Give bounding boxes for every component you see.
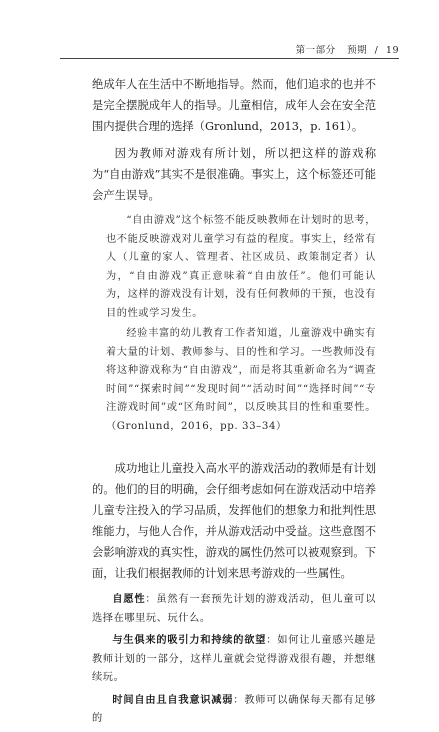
header-rule: [60, 58, 399, 59]
attribute-term: 与生俱来的吸引力和持续的欲望: [112, 634, 267, 646]
quote-paragraph: 经验丰富的幼儿教育工作者知道，儿童游戏中确实有着大量的计划、教师参与、目的性和学习。一些教师没有将这种游戏称为“自由游戏”，而是将其重新命名为“调查时间”“探索时间”“发现时间”“活动时间”“选择时间”“专注游戏时间”或“区角时间”，以反映其目的性和重要性。（Gronlund，2016，pp. 33–34）: [106, 328, 376, 432]
quote-paragraph: “自由游戏”这个标签不能反映教师在计划时的思考，也不能反映游戏对儿童学习有益的程度。事实上，经常有人（儿童的家人、管理者、社区成员、政策制定者）认为，“自由游戏”真正意味着“自由放任”。他们可能认为，这样的游戏没有计划，没有任何教师的干预，也没有目的性或学习发生。: [106, 215, 376, 319]
attribute-item: [92, 631, 376, 688]
attribute-term: 自愿性: [112, 593, 146, 605]
page-number: 19: [385, 45, 399, 56]
attribute-term: 时间自由且自我意识减弱: [112, 693, 234, 706]
paragraph: 因为教师对游戏有所计划，所以把这样的游戏称为“自由游戏”其实不是很准确。事实上，这个标签还可能会产生误导。: [92, 147, 376, 202]
attribute-text: ：教师可以确保每天都有足够的: [92, 694, 376, 724]
page-body: [92, 74, 376, 732]
running-header: [296, 42, 399, 56]
attribute-list: [92, 590, 376, 729]
attribute-text: ：虽然有一套预先计划的游戏活动，但儿童可以选择在哪里玩、玩什么。: [92, 594, 376, 624]
header-section: 预期: [347, 45, 368, 56]
paragraph-continued: 绝成年人在生活中不断地指导。然而，他们追求的也并不是完全摆脱成年人的指导。儿童相信，成年人会在安全范围内提供合理的选择（Gronlund，2013，p. 161）。: [92, 78, 376, 133]
attribute-item: [92, 691, 376, 729]
header-part: 第一部分: [295, 45, 336, 56]
paragraph: 成功地让儿童投入高水平的游戏活动的教师是有计划的。他们的目的明确，会仔细考虑如何在游戏活动中培养儿童专注投入的学习品质，发挥他们的想象力和批判性思维能力，与他人合作，并从游戏活动中受益。这些意图不会影响游戏的真实性，游戏的属性仍然可以被观察到。下面，让我们根据教师的计划来思考游戏的一些属性。: [92, 462, 376, 580]
spacer: [92, 442, 376, 458]
header-separator: /: [374, 45, 379, 56]
block-quote: [106, 212, 376, 436]
attribute-item: [92, 590, 376, 628]
attribute-text: ：如何让儿童感兴趣是教师计划的一部分，这样儿童就会觉得游戏很有趣，并想继续玩。: [92, 635, 376, 683]
